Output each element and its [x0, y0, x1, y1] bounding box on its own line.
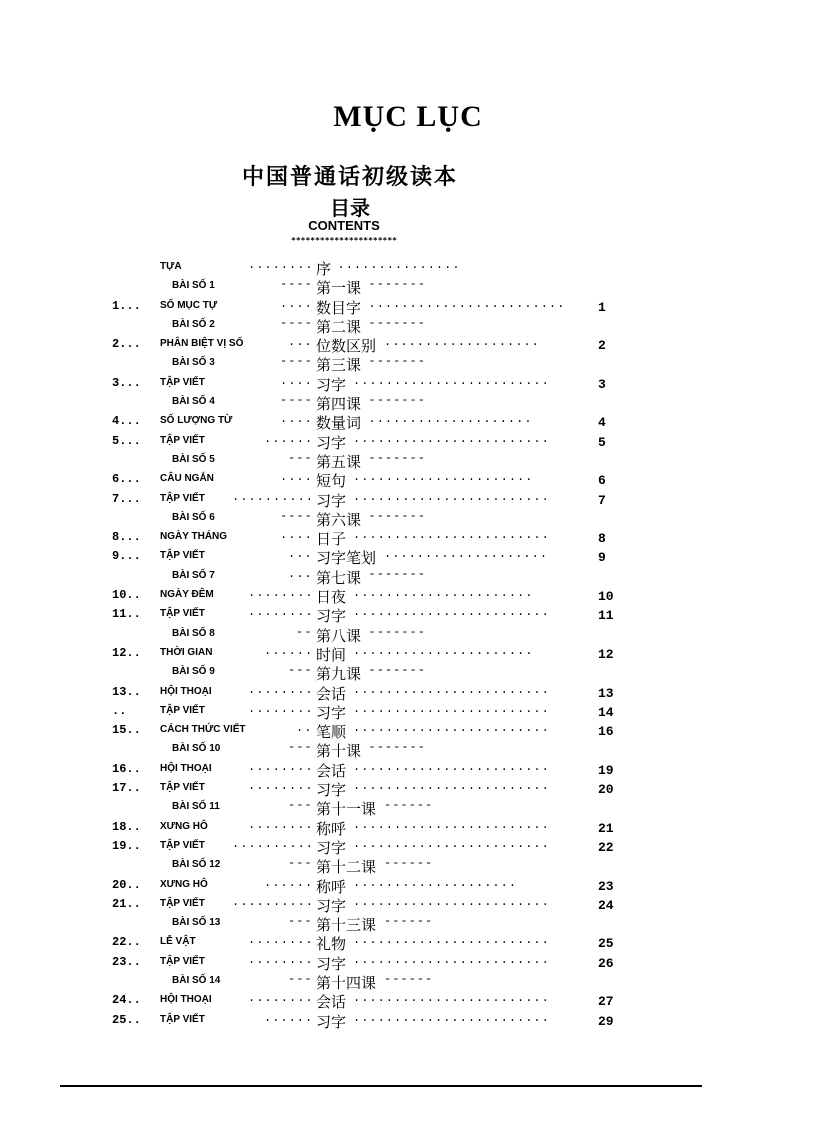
- contents-heading: CONTENTS: [308, 218, 380, 233]
- entry-number: 17..: [112, 781, 141, 796]
- toc-entry-row: [0, 933, 816, 952]
- lesson-dash: ------: [384, 856, 434, 871]
- entry-title-vietnamese: LỄ VẬT: [160, 936, 196, 948]
- toc-entry-row: [0, 1011, 816, 1030]
- leader: ......................: [353, 470, 534, 485]
- entry-number: 9...: [112, 549, 141, 564]
- entry-number: 16..: [112, 761, 141, 776]
- toc-lesson-row: [0, 509, 816, 528]
- leader: ........: [248, 779, 314, 794]
- lesson-label-chinese: 第二课: [316, 317, 362, 336]
- lesson-dash: ------: [384, 798, 434, 813]
- entry-number: 15..: [112, 723, 141, 738]
- entry-number: 7...: [112, 491, 141, 506]
- entry-title-chinese: 习字: [316, 896, 347, 915]
- leader: ----: [280, 277, 313, 292]
- entry-title-chinese: 习字: [316, 491, 347, 510]
- leader: ........................: [353, 721, 550, 736]
- bottom-rule: [60, 1085, 702, 1087]
- entry-number: 5...: [112, 433, 141, 448]
- entry-title-chinese: 习字: [316, 954, 347, 973]
- leader: ........: [248, 759, 314, 774]
- entry-title-chinese: 习字: [316, 703, 347, 722]
- entry-title-vietnamese: TẬP VIẾT: [160, 897, 205, 909]
- lesson-label-chinese: 第十二课: [316, 858, 377, 877]
- leader: ....................: [353, 875, 518, 890]
- leader: ......................: [353, 586, 534, 601]
- leader: ....: [280, 528, 313, 543]
- page-number: 21: [598, 820, 614, 836]
- page-number: 13: [598, 685, 614, 701]
- entry-number: 12..: [112, 645, 141, 660]
- leader: ........................: [353, 489, 550, 504]
- leader: ........................: [353, 991, 550, 1006]
- leader: ..........: [232, 836, 315, 851]
- toc-entry-row: [0, 644, 816, 663]
- entry-title-vietnamese: TẬP VIẾT: [160, 839, 205, 851]
- entry-title-chinese: 称呼: [316, 819, 347, 838]
- leader: ....: [280, 470, 313, 485]
- entry-number: 6...: [112, 472, 141, 487]
- leader: ----: [280, 393, 313, 408]
- page-number: 25: [598, 936, 614, 952]
- leader: ...: [288, 566, 313, 581]
- leader: ...: [288, 547, 313, 562]
- toc-entry-row: [0, 412, 816, 431]
- leader: ........: [248, 586, 314, 601]
- entry-title-chinese: 日子: [316, 530, 347, 549]
- leader: ........................: [368, 296, 566, 311]
- entry-title-chinese: 会话: [316, 684, 347, 703]
- table-of-contents: [0, 258, 816, 1030]
- toc-lesson-row: [0, 316, 816, 335]
- page-number: 16: [598, 724, 614, 740]
- lesson-label-chinese: 第四课: [316, 395, 362, 414]
- entry-title-chinese: 习字: [316, 607, 347, 626]
- lesson-label: BÀI SỐ 14: [172, 974, 221, 986]
- leader: ........................: [353, 836, 550, 851]
- leader: ....: [280, 373, 313, 388]
- lesson-label-chinese: 第十课: [316, 742, 362, 761]
- lesson-label: BÀI SỐ 13: [172, 917, 221, 929]
- entry-title-chinese: 数目字: [316, 298, 362, 317]
- page-number: 26: [598, 955, 614, 971]
- entry-title-chinese: 序: [316, 260, 332, 278]
- lesson-dash: -------: [368, 508, 426, 523]
- entry-title-vietnamese: TỰA: [160, 261, 182, 272]
- lesson-dash: -------: [368, 566, 426, 581]
- leader: ........................: [353, 701, 550, 716]
- toc-lesson-row: [0, 451, 816, 470]
- entry-title-vietnamese: NGÀY THÁNG: [160, 531, 228, 543]
- lesson-label-chinese: 第八课: [316, 626, 362, 645]
- lesson-dash: -------: [368, 354, 426, 369]
- lesson-label: BÀI SỐ 12: [172, 859, 221, 871]
- leader: ........................: [353, 952, 550, 967]
- leader: ........: [248, 258, 314, 272]
- page-number: 5: [598, 434, 606, 450]
- leader: ..: [296, 721, 313, 736]
- leader: ----: [280, 315, 313, 330]
- chinese-title: 中国普通话初级读本: [241, 165, 458, 190]
- entry-number: 18..: [112, 819, 141, 834]
- lesson-label: BÀI SỐ 11: [172, 801, 220, 813]
- leader: --: [296, 624, 313, 639]
- lesson-label-chinese: 第一课: [316, 279, 362, 298]
- leader: ........................: [353, 759, 550, 774]
- toc-entry-row: [0, 895, 816, 914]
- page-number: 8: [598, 531, 606, 547]
- leader: ....: [280, 412, 313, 427]
- toc-entry-row: [0, 490, 816, 509]
- lesson-dash: -------: [368, 740, 426, 755]
- toc-entry-row: [0, 702, 816, 721]
- entry-title-chinese: 笔顺: [316, 723, 347, 742]
- toc-lesson-row: [0, 798, 816, 817]
- toc-entry-row: [0, 374, 816, 393]
- toc-entry-row: [0, 760, 816, 779]
- lesson-label: BÀI SỐ 5: [172, 453, 215, 465]
- toc-entry-row: [0, 470, 816, 489]
- toc-lesson-row: [0, 972, 816, 991]
- toc-lesson-row: [0, 393, 816, 412]
- leader: ---: [288, 914, 313, 929]
- entry-title-vietnamese: CÂU NGẮN: [160, 473, 214, 485]
- page-number: 22: [598, 839, 614, 855]
- lesson-label-chinese: 第五课: [316, 452, 362, 471]
- leader: ........................: [353, 373, 550, 388]
- entry-title-chinese: 礼物: [316, 935, 347, 954]
- lesson-dash: -------: [368, 393, 426, 408]
- leader: ---: [288, 971, 313, 986]
- leader: ----: [280, 508, 313, 523]
- entry-number: 1...: [112, 298, 141, 313]
- toc-entry-row: [0, 779, 816, 798]
- entry-title-vietnamese: THỜI GIAN: [160, 646, 213, 658]
- leader: ......................: [353, 643, 534, 658]
- lesson-label: BÀI SỐ 1: [172, 280, 215, 292]
- toc-entry-row: [0, 297, 816, 316]
- entry-title-chinese: 习字笔划: [316, 549, 377, 568]
- entry-number: 4...: [112, 414, 141, 429]
- chinese-subtitle: 目录: [330, 196, 370, 220]
- entry-title-vietnamese: NGÀY ĐÊM: [160, 589, 214, 601]
- page-number: 11: [598, 608, 614, 624]
- toc-entry-row: [0, 432, 816, 451]
- page-number: 27: [598, 994, 614, 1010]
- lesson-dash: ------: [384, 914, 434, 929]
- leader: ...: [288, 335, 313, 350]
- lesson-label: BÀI SỐ 2: [172, 318, 215, 330]
- entry-number: 13..: [112, 684, 141, 699]
- lesson-dash: -------: [368, 315, 426, 330]
- entry-number: ..: [112, 703, 127, 718]
- toc-entry-row: [0, 837, 816, 856]
- toc-lesson-row: [0, 663, 816, 682]
- leader: ...................: [384, 335, 540, 350]
- page-number: 20: [598, 782, 614, 798]
- entry-title-chinese: 习字: [316, 1012, 347, 1031]
- leader: ....................: [384, 547, 549, 562]
- entry-number: 24..: [112, 993, 141, 1008]
- page-number: 4: [598, 415, 606, 431]
- page-title: MỤC LỤC: [333, 100, 483, 133]
- lesson-dash: -------: [368, 663, 426, 678]
- page-number: 10: [598, 589, 614, 605]
- toc-lesson-row: [0, 625, 816, 644]
- entry-number: 25..: [112, 1012, 141, 1027]
- leader: ........................: [353, 933, 550, 948]
- lesson-label: BÀI SỐ 3: [172, 357, 215, 369]
- entry-title-vietnamese: TẬP VIẾT: [160, 492, 205, 504]
- toc-entry-row: [0, 683, 816, 702]
- leader: ---: [288, 798, 313, 813]
- leader: ........: [248, 952, 314, 967]
- leader: ...............: [337, 258, 461, 272]
- entry-title-vietnamese: CÁCH THỨC VIẾT: [160, 724, 246, 736]
- leader: ....................: [368, 412, 533, 427]
- entry-number: 20..: [112, 877, 141, 892]
- star-divider: **********************: [291, 236, 397, 245]
- leader: ---: [288, 450, 313, 465]
- entry-number: 19..: [112, 838, 141, 853]
- lesson-label: BÀI SỐ 7: [172, 569, 215, 581]
- lesson-label-chinese: 第十一课: [316, 800, 377, 819]
- leader: ........................: [353, 779, 550, 794]
- leader: ........: [248, 682, 314, 697]
- entry-title-chinese: 会话: [316, 993, 347, 1012]
- entry-title-vietnamese: TẬP VIẾT: [160, 782, 205, 794]
- lesson-dash: -------: [368, 277, 426, 292]
- lesson-label: BÀI SỐ 10: [172, 743, 221, 755]
- entry-title-chinese: 会话: [316, 761, 347, 780]
- toc-entry-row: [0, 528, 816, 547]
- entry-title-chinese: 短句: [316, 472, 347, 491]
- leader: ........: [248, 991, 314, 1006]
- leader: ........................: [353, 528, 550, 543]
- entry-title-chinese: 日夜: [316, 588, 347, 607]
- leader: ........................: [353, 605, 550, 620]
- toc-entry-row: [0, 335, 816, 354]
- page-number: 19: [598, 762, 614, 778]
- entry-title-vietnamese: TẬP VIẾT: [160, 1013, 205, 1025]
- toc-entry-row: [0, 721, 816, 740]
- toc-entry-row: [0, 953, 816, 972]
- entry-title-vietnamese: HỘI THOẠI: [160, 762, 212, 774]
- leader: ........................: [353, 682, 550, 697]
- leader: ........................: [353, 894, 550, 909]
- entry-title-vietnamese: TẬP VIẾT: [160, 434, 205, 446]
- leader: ---: [288, 740, 313, 755]
- leader: ......: [264, 643, 314, 658]
- entry-title-vietnamese: HỘI THOẠI: [160, 994, 212, 1006]
- leader: ..........: [232, 489, 315, 504]
- leader: ----: [280, 354, 313, 369]
- leader: ......: [264, 875, 314, 890]
- toc-lesson-row: [0, 277, 816, 296]
- leader: ......: [264, 431, 314, 446]
- entry-title-vietnamese: XƯNG HÔ: [160, 878, 208, 890]
- toc-lesson-row: [0, 567, 816, 586]
- page-number: 14: [598, 704, 614, 720]
- leader: ........: [248, 817, 314, 832]
- lesson-label-chinese: 第九课: [316, 665, 362, 684]
- entry-title-chinese: 位数区别: [316, 337, 377, 356]
- lesson-label-chinese: 第十三课: [316, 916, 377, 935]
- page-number: 23: [598, 878, 614, 894]
- entry-number: 10..: [112, 588, 141, 603]
- leader: ---: [288, 856, 313, 871]
- page-number: 12: [598, 646, 614, 662]
- leader: ..........: [232, 894, 315, 909]
- toc-entry-row: [0, 991, 816, 1010]
- page-number: 6: [598, 473, 606, 489]
- page-number: 7: [598, 492, 606, 508]
- entry-title-vietnamese: TẬP VIẾT: [160, 955, 205, 967]
- toc-lesson-row: [0, 914, 816, 933]
- leader: ......: [264, 1010, 314, 1025]
- leader: ........................: [353, 817, 550, 832]
- leader: ........................: [353, 1010, 550, 1025]
- lesson-label-chinese: 第三课: [316, 356, 362, 375]
- toc-entry-row: [0, 605, 816, 624]
- toc-entry-row: [0, 876, 816, 895]
- leader: ........: [248, 605, 314, 620]
- leader: ........: [248, 933, 314, 948]
- leader: ........................: [353, 431, 550, 446]
- entry-title-vietnamese: TẬP VIẾT: [160, 376, 205, 388]
- page-number: 9: [598, 550, 606, 566]
- lesson-label-chinese: 第七课: [316, 568, 362, 587]
- lesson-label: BÀI SỐ 4: [172, 396, 215, 408]
- lesson-label-chinese: 第十四课: [316, 973, 377, 992]
- entry-number: 11..: [112, 607, 141, 622]
- entry-title-vietnamese: TẬP VIẾT: [160, 608, 205, 620]
- leader: ---: [288, 663, 313, 678]
- toc-entry-row: [0, 547, 816, 566]
- entry-title-chinese: 数量词: [316, 414, 362, 433]
- lesson-dash: ------: [384, 971, 434, 986]
- toc-entry-row: [0, 586, 816, 605]
- leader: ....: [280, 296, 313, 311]
- lesson-label: BÀI SỐ 6: [172, 511, 215, 523]
- entry-number: 8...: [112, 530, 141, 545]
- entry-title-chinese: 习字: [316, 781, 347, 800]
- entry-title-vietnamese: TẬP VIẾT: [160, 550, 205, 562]
- lesson-dash: -------: [368, 624, 426, 639]
- entry-number: 3...: [112, 375, 141, 390]
- entry-title-vietnamese: XƯNG HÔ: [160, 820, 208, 832]
- lesson-dash: -------: [368, 450, 426, 465]
- lesson-label: BÀI SỐ 8: [172, 627, 215, 639]
- entry-title-chinese: 时间: [316, 645, 347, 664]
- entry-number: 23..: [112, 954, 141, 969]
- entry-title-vietnamese: PHÂN BIỆT VỊ SỐ: [160, 338, 244, 350]
- entry-number: 22..: [112, 935, 141, 950]
- entry-number: 2...: [112, 337, 141, 352]
- entry-title-chinese: 习字: [316, 838, 347, 857]
- page-number: 2: [598, 338, 606, 354]
- entry-title-chinese: 称呼: [316, 877, 347, 896]
- page-number: 24: [598, 897, 614, 913]
- entry-title-vietnamese: SỐ MỤC TỰ: [160, 299, 218, 311]
- toc-lesson-row: [0, 740, 816, 759]
- lesson-label-chinese: 第六课: [316, 510, 362, 529]
- toc-lesson-row: [0, 354, 816, 373]
- entry-title-vietnamese: TẬP VIẾT: [160, 704, 205, 716]
- leader: ........: [248, 701, 314, 716]
- entry-number: 21..: [112, 896, 141, 911]
- entry-title-chinese: 习字: [316, 375, 347, 394]
- lesson-label: BÀI SỐ 9: [172, 666, 215, 678]
- page-number: 29: [598, 1013, 614, 1029]
- entry-title-chinese: 习字: [316, 433, 347, 452]
- toc-entry-row: [0, 258, 816, 277]
- page-number: 1: [598, 299, 606, 315]
- toc-lesson-row: [0, 856, 816, 875]
- toc-entry-row: [0, 818, 816, 837]
- entry-title-vietnamese: SỐ LƯỢNG TỪ: [160, 415, 233, 427]
- entry-title-vietnamese: HỘI THOẠI: [160, 685, 212, 697]
- page-number: 3: [598, 376, 606, 392]
